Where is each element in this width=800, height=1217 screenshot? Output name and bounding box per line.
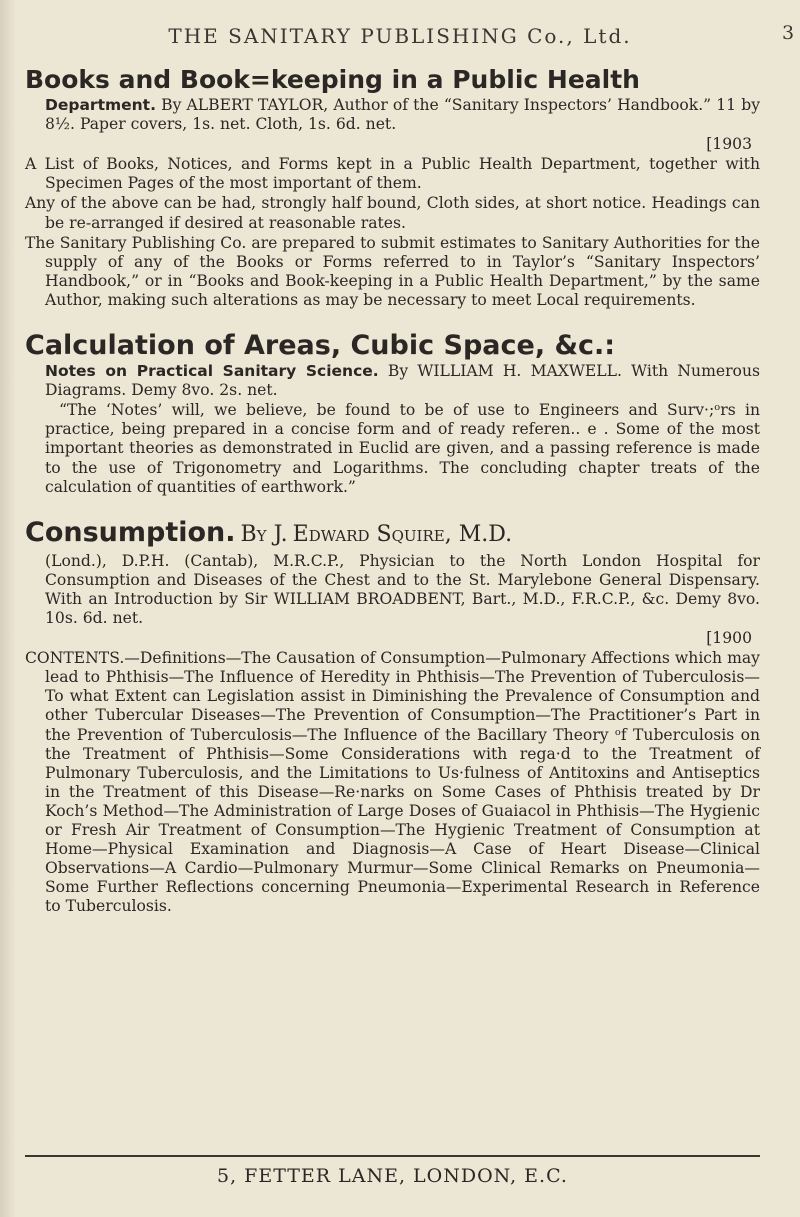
- catalogue-entry-bookkeeping: [25, 66, 760, 310]
- catalogue-entry-calculation: [25, 330, 760, 497]
- entry-details: [25, 96, 760, 134]
- entry-contents: CONTENTS.—Definitions—The Causation of Consumption—Pulmonary Affections which may lead to Phthisis—The Influence of Heredity in Phthisis—The Prevention of Tuberculosis—To what Extent can Legislation assist in Diminishing the Prevalence of Consumption and other Tubercular Diseases—The Prevention of Consumption—The Practitioner’s Part in the Prevention of Tuberculosis—The Influence of the Bacillary Theory ᵒf Tuberculosis on the Treatment of Phthisis—Some Considerations with rega·d to the Treatment of Pulmonary Tuberculosis, and the Limitations to Us·fulness of Antitoxins and Antiseptics in the Treatment of this Disease—Re·narks on Some Cases of Phthisis treated by Dr Koch’s Method—The Administration of Large Doses of Guaiacol in Phthisis—The Hygienic or Fresh Air Treatment of Consumption—The Hygienic Treatment of Consumption at Home—Physical Examination and Diagnosis—A Case of Heart Disease—Clinical Observations—A Cardio—Pulmonary Murmur—Some Clinical Remarks on Pneumonia—Some Further Reflections concerning Pneumonia—Experimental Research in Reference to Tuberculosis.: [25, 649, 760, 916]
- entry-paragraph: Any of the above can be had, strongly half bound, Cloth sides, at short notice. Headings can be re-arranged if desired at reasonable rates.: [25, 194, 760, 232]
- entry-author-name: Edward Squire, M.D.: [292, 521, 513, 547]
- entry-year: [1903: [706, 135, 752, 154]
- entry-heading: [25, 330, 760, 362]
- entry-details-text: By WILLIAM H. MAXWELL. With Numerous Diagrams. Demy 8vo. 2s. net.: [45, 362, 760, 400]
- running-head: THE SANITARY PUBLISHING Co., Ltd.: [168, 24, 632, 48]
- entry-title: Books and Book=keeping in a Public Health: [25, 65, 640, 94]
- page-number: 3: [782, 22, 795, 44]
- entry-title: Consumption.: [25, 516, 236, 548]
- entry-title: Calculation of Areas, Cubic Space, &c.:: [25, 330, 616, 362]
- entry-paragraph: A List of Books, Notices, and Forms kept in a Public Health Department, together with Specimen Pages of the most important of them.: [25, 155, 760, 193]
- entry-paragraph: The Sanitary Publishing Co. are prepared to submit estimates to Sanitary Authorities for the supply of any of the Books or Forms referred to in Taylor’s “Sanitary Inspectors’ Handbook,” or in “Books and Book-keeping in a Public Health Department,” by the same Author, making such alterations as may be necessary to meet Local requirements.: [25, 233, 760, 309]
- page-binding-shadow: [0, 0, 16, 1217]
- entry-subtitle: Notes on Practical Sanitary Science.: [45, 362, 379, 381]
- entry-year: [1900: [706, 629, 752, 648]
- entry-quote: “The ‘Notes’ will, we believe, be found to be of use to Engineers and Surv·;ᵒrs in practice, being prepared in a concise form and of ready referen.. e . Some of the most important theories as demonstrated in Euclid are given, and a passing reference is made to the use of Trigonometry and Logarithms. The concluding chapter treats of the calculation of quantities of earthwork.”: [45, 401, 760, 496]
- entry-details: [25, 362, 760, 400]
- entry-details-text: By ALBERT TAYLOR, Author of the “Sanitary Inspectors’ Handbook.” 11 by 8½. Paper covers, 1s. net. Cloth, 1s. 6d. net.: [45, 96, 761, 134]
- catalogue-content: [25, 66, 760, 916]
- catalogue-entry-consumption: [25, 517, 760, 917]
- entry-author-prefix: By J.: [240, 521, 288, 547]
- entry-title-continuation: Department.: [45, 96, 156, 114]
- entry-details: (Lond.), D.P.H. (Cantab), M.R.C.P., Physician to the North London Hospital for Consumption and Diseases of the Chest and to the St. Marylebone General Dispensary. With an Introduction by Sir WILLIAM BROADBENT, Bart., M.D., F.R.C.P., &c. Demy 8vo. 10s. 6d. net.: [45, 551, 760, 627]
- entry-heading: [25, 517, 760, 552]
- publisher-address: 5, FETTER LANE, LONDON, E.C.: [25, 1155, 760, 1187]
